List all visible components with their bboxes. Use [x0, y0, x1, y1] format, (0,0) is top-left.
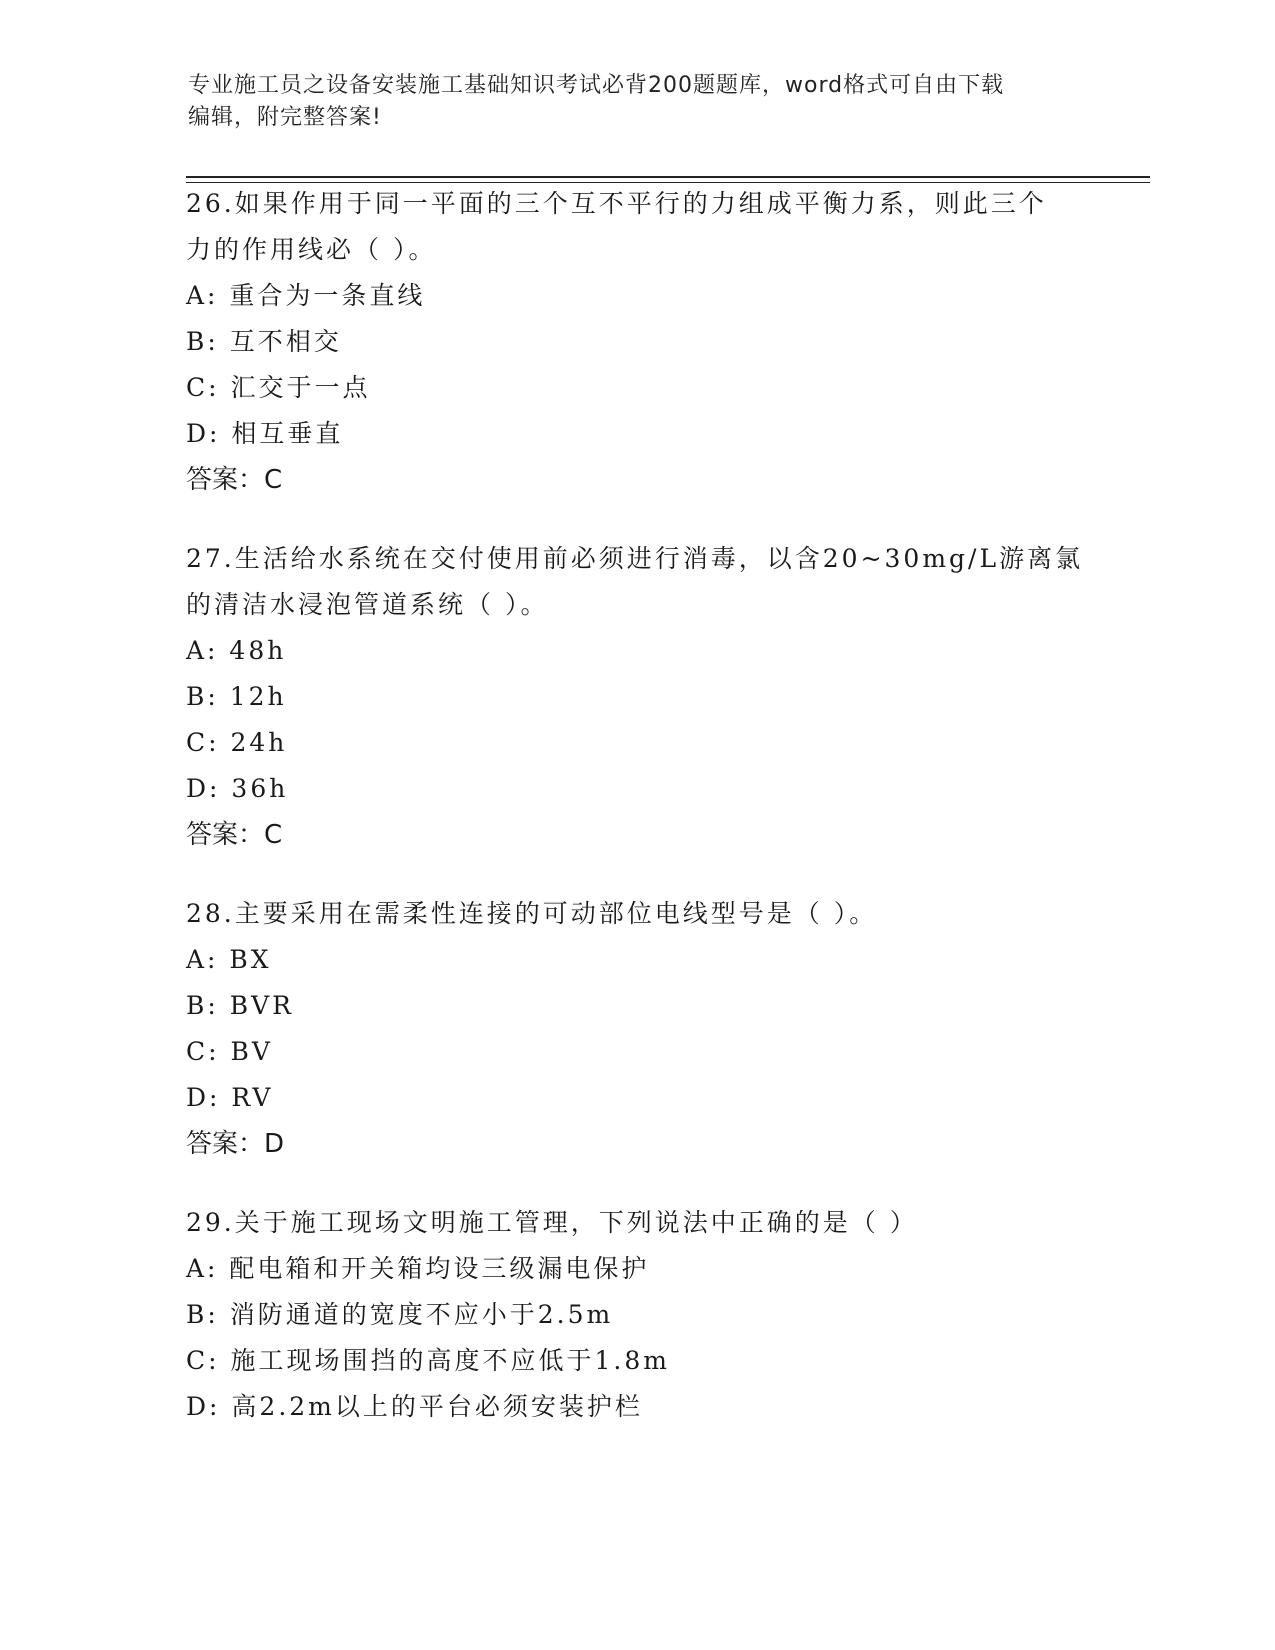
- question-text-line-1: 29.关于施工现场文明施工管理，下列说法中正确的是（ ）: [186, 1208, 918, 1237]
- option-d: D: RV: [186, 1083, 274, 1112]
- question-text-line-1: 26.如果作用于同一平面的三个互不平行的力组成平衡力系，则此三个: [186, 189, 1047, 218]
- option-a: A: 48h: [186, 636, 287, 665]
- header-line-1: 专业施工员之设备安装施工基础知识考试必背200题题库，word格式可自由下载: [188, 73, 1005, 98]
- answer-label: 答案：C: [186, 465, 283, 495]
- option-a: A: BX: [186, 945, 272, 974]
- question-28: [186, 891, 1086, 1167]
- option-b: B: 消防通道的宽度不应小于2.5m: [186, 1300, 614, 1329]
- option-b: B: 12h: [186, 682, 287, 711]
- option-b: B: 互不相交: [186, 327, 342, 356]
- option-d: D: 相互垂直: [186, 419, 344, 448]
- header-line-2: 编辑，附完整答案!: [188, 105, 382, 130]
- question-27: [186, 536, 1086, 858]
- option-a: A: 重合为一条直线: [186, 281, 426, 310]
- option-b: B: BVR: [186, 991, 294, 1020]
- answer-label: 答案：C: [186, 820, 283, 850]
- question-26: [186, 181, 1086, 503]
- question-text-line-2: 力的作用线必（ ）。: [186, 235, 437, 264]
- header-divider-thick: [186, 176, 1150, 178]
- question-text-line-1: 28.主要采用在需柔性连接的可动部位电线型号是（ ）。: [186, 899, 878, 928]
- option-d: D: 36h: [186, 774, 289, 803]
- option-c: C: 汇交于一点: [186, 373, 371, 402]
- document-header: [188, 70, 1088, 134]
- option-c: C: 施工现场围挡的高度不应低于1.8m: [186, 1346, 670, 1375]
- option-a: A: 配电箱和开关箱均设三级漏电保护: [186, 1254, 650, 1283]
- question-text-line-1: 27.生活给水系统在交付使用前必须进行消毒，以含20~30mg/L游离氯: [186, 544, 1084, 573]
- answer-label: 答案：D: [186, 1129, 285, 1159]
- option-c: C: BV: [186, 1037, 273, 1066]
- question-text-line-2: 的清洁水浸泡管道系统（ ）。: [186, 590, 549, 619]
- option-d: D: 高2.2m以上的平台必须安装护栏: [186, 1392, 643, 1421]
- option-c: C: 24h: [186, 728, 288, 757]
- question-29: [186, 1200, 1086, 1430]
